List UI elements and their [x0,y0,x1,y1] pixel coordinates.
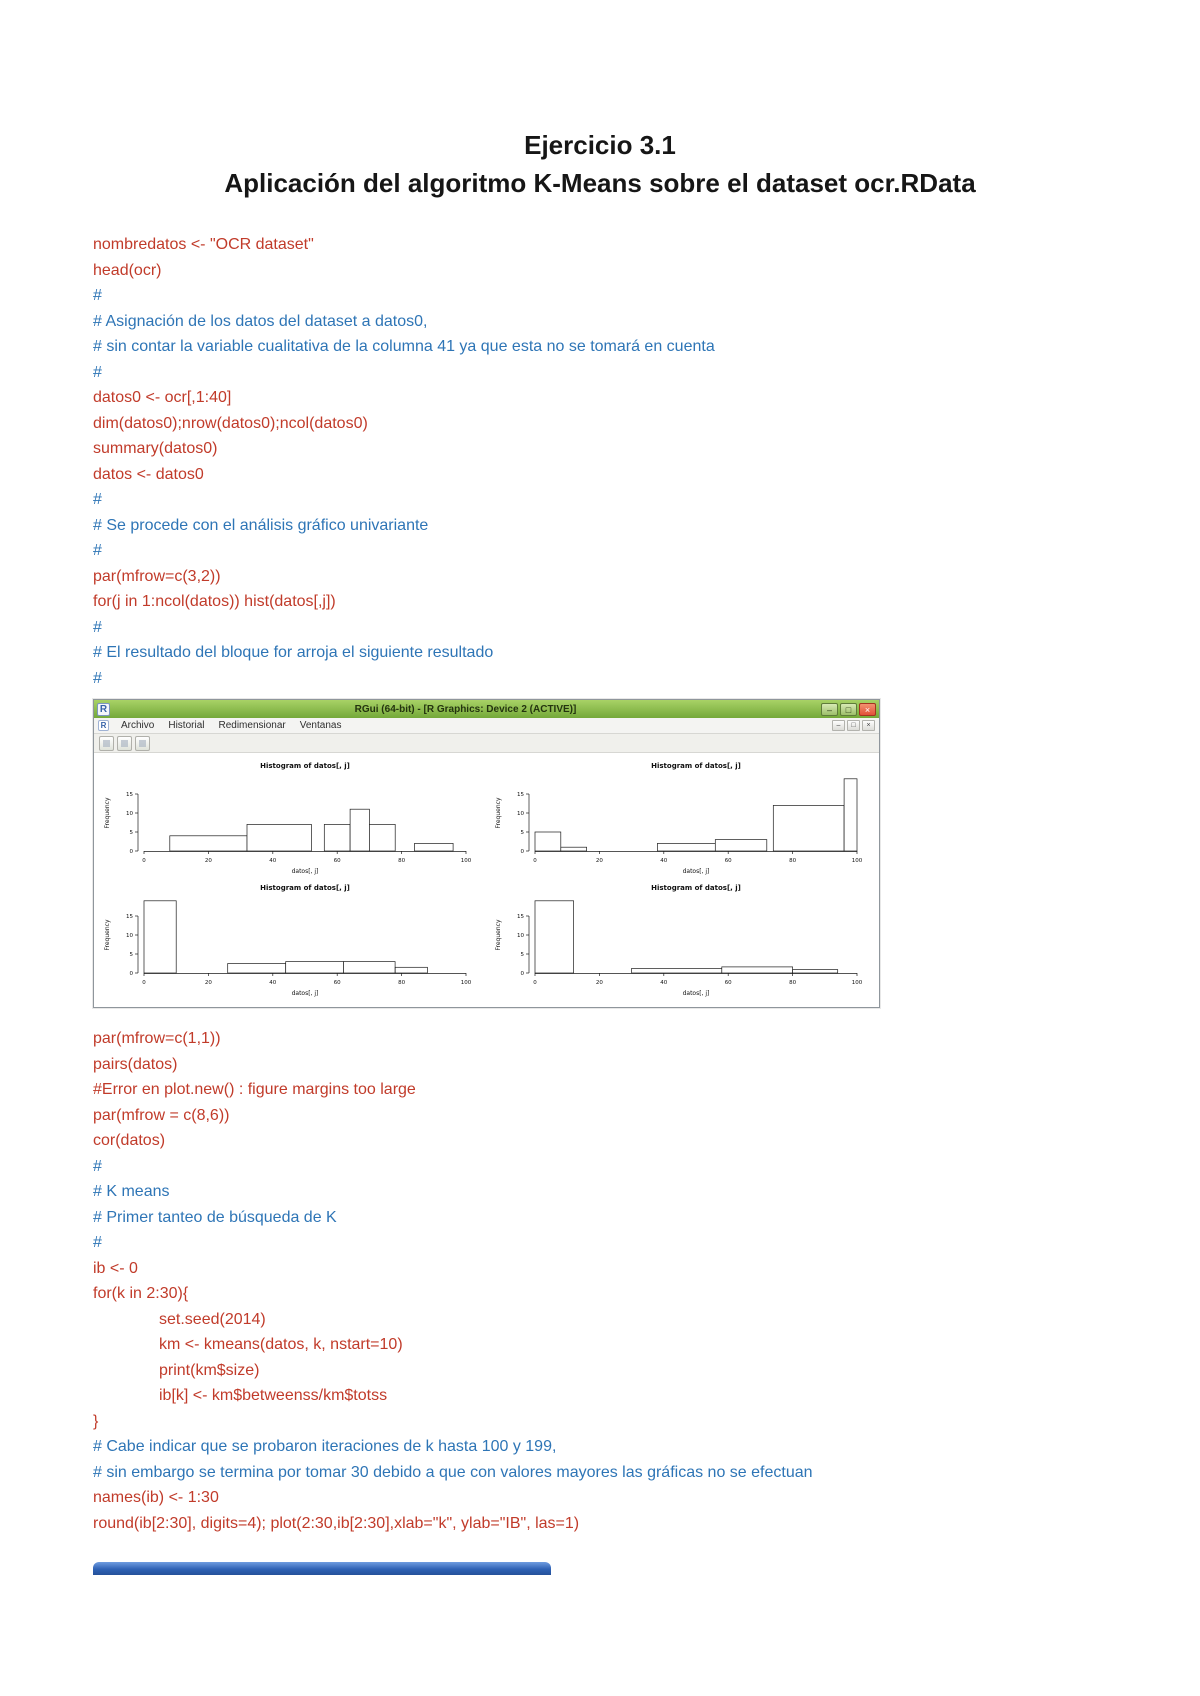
code-line: print(km$size) [159,1361,260,1379]
svg-text:15: 15 [126,914,134,920]
document-body [93,232,1112,1536]
svg-text:60: 60 [724,980,732,986]
code-line: # El resultado del bloque for arroja el siguiente resultado [93,644,494,661]
svg-text:10: 10 [126,811,134,817]
svg-text:100: 100 [851,980,862,986]
window-controls [821,703,876,716]
document-header [0,0,1200,202]
code-line: # K means [93,1183,170,1200]
code-line: # Se procede con el análisis gráfico univariante [93,516,429,534]
histogram-3 [100,881,482,999]
code-line: # [93,1234,102,1251]
code-line: # [93,669,102,687]
svg-text:80: 80 [398,858,406,864]
code-block-2 [93,1026,1112,1536]
svg-text:0: 0 [142,980,146,986]
code-line: # Cabe indicar que se probaron iteraciones de k hasta 100 y 199, [93,1438,557,1455]
svg-text:5: 5 [129,952,134,958]
svg-text:20: 20 [205,980,213,986]
code-block-1 [93,232,1112,691]
svg-text:0: 0 [533,858,537,864]
code-line: names(ib) <- 1:30 [93,1489,219,1506]
save-icon[interactable] [99,736,114,751]
menu-historial[interactable]: Historial [168,720,205,731]
svg-text:15: 15 [516,914,524,920]
code-line: # [93,1157,102,1175]
print-icon[interactable] [117,736,132,751]
code-line: # Primer tanteo de búsqueda de K [93,1208,337,1226]
code-line: head(ocr) [93,261,162,279]
svg-text:Histogram of datos[, j]: Histogram of datos[, j] [260,762,351,770]
svg-text:15: 15 [126,792,134,798]
code-line: ib[k] <- km$betweenss/km$totss [159,1387,388,1404]
svg-text:datos[, j]: datos[, j] [682,868,710,875]
svg-text:Frequency: Frequency [494,919,502,951]
code-line: # sin contar la variable cualitativa de la columna 41 ya que esta no se tomará en cuenta [93,338,715,355]
svg-text:0: 0 [520,971,524,977]
svg-text:0: 0 [533,980,537,986]
svg-text:Histogram of datos[, j]: Histogram of datos[, j] [260,884,351,892]
code-line: ib <- 0 [93,1259,138,1277]
svg-text:0: 0 [142,858,146,864]
child-window-controls [832,720,875,731]
svg-text:Frequency: Frequency [104,797,112,829]
svg-text:datos[, j]: datos[, j] [291,868,319,875]
code-line: par(mfrow=c(3,2)) [93,567,221,585]
rgui-window-title: RGui (64-bit) - [R Graphics: Device 2 (ACTIVE)] [354,703,577,715]
code-line: } [93,1412,99,1430]
histogram-plot [491,759,873,877]
svg-text:5: 5 [520,830,524,836]
svg-text:0: 0 [129,971,134,977]
code-line: datos0 <- ocr[,1:40] [93,389,232,406]
copy-icon[interactable] [135,736,150,751]
menu-items [121,720,341,731]
page-title-line1: Ejercicio 3.1 [524,130,676,160]
histogram-plot [100,759,482,877]
code-line: dim(datos0);nrow(datos0);ncol(datos0) [93,414,368,432]
code-line: # [93,287,102,304]
svg-text:Histogram of datos[, j]: Histogram of datos[, j] [650,884,741,892]
next-screenshot-top-edge [93,1562,551,1575]
svg-text:10: 10 [516,811,524,817]
histogram-4 [491,881,873,999]
svg-text:100: 100 [461,858,472,864]
code-line: # [93,542,102,559]
rgui-toolbar [94,734,879,753]
menu-ventanas[interactable]: Ventanas [299,720,342,731]
histogram-plot [491,881,873,999]
code-line: set.seed(2014) [159,1310,266,1328]
svg-text:5: 5 [520,952,524,958]
svg-text:100: 100 [851,858,862,864]
rgui-window [93,699,880,1008]
svg-text:60: 60 [724,858,732,864]
code-line: for(j in 1:ncol(datos)) hist(datos[,j]) [93,593,336,610]
code-line: # [93,363,102,381]
svg-text:datos[, j]: datos[, j] [291,990,319,997]
code-line: #Error en plot.new() : figure margins too large [93,1081,416,1098]
r-icon: R [98,720,109,731]
menu-archivo[interactable]: Archivo [121,720,155,731]
code-line: round(ib[2:30], digits=4); plot(2:30,ib[2:30],xlab="k", ylab="IB", las=1) [93,1514,580,1532]
minimize-button[interactable]: – [821,703,838,716]
r-logo-icon: R [97,703,110,716]
svg-text:Frequency: Frequency [494,797,502,829]
code-line: # Asignación de los datos del dataset a datos0, [93,312,428,330]
histogram-1 [100,759,482,877]
svg-text:10: 10 [516,933,524,939]
svg-text:40: 40 [660,858,668,864]
svg-text:60: 60 [333,858,341,864]
histogram-2 [491,759,873,877]
svg-text:80: 80 [788,858,796,864]
svg-text:40: 40 [269,980,277,986]
code-line: summary(datos0) [93,440,218,457]
close-button[interactable]: × [859,703,876,716]
svg-text:80: 80 [788,980,796,986]
svg-text:0: 0 [129,849,134,855]
histogram-plot [100,881,482,999]
svg-text:40: 40 [660,980,668,986]
code-line: # [93,618,102,636]
svg-text:0: 0 [520,849,524,855]
svg-text:15: 15 [516,792,524,798]
plot-area [94,753,879,1007]
svg-text:Histogram of datos[, j]: Histogram of datos[, j] [650,762,741,770]
svg-text:60: 60 [333,980,341,986]
svg-text:5: 5 [129,830,134,836]
code-line: km <- kmeans(datos, k, nstart=10) [159,1336,403,1353]
page-title-line2: Aplicación del algoritmo K-Means sobre el dataset ocr.RData [224,168,976,198]
child-restore-button[interactable]: □ [847,720,860,731]
svg-text:20: 20 [205,858,213,864]
menu-redimensionar[interactable]: Redimensionar [218,720,286,731]
svg-text:datos[, j]: datos[, j] [682,990,710,997]
restore-button[interactable]: □ [840,703,857,716]
code-line: par(mfrow=c(1,1)) [93,1030,221,1047]
svg-text:10: 10 [126,933,134,939]
svg-text:20: 20 [595,980,603,986]
svg-text:100: 100 [461,980,472,986]
code-line: for(k in 2:30){ [93,1285,189,1302]
child-close-button[interactable]: × [862,720,875,731]
code-line: par(mfrow = c(8,6)) [93,1106,230,1124]
code-line: datos <- datos0 [93,465,204,483]
rgui-menubar [94,718,879,734]
svg-text:Frequency: Frequency [104,919,112,951]
rgui-titlebar [94,700,879,718]
svg-text:80: 80 [398,980,406,986]
code-line: cor(datos) [93,1132,166,1149]
code-line: pairs(datos) [93,1055,178,1073]
svg-text:40: 40 [269,858,277,864]
code-line: # [93,491,102,508]
child-minimize-button[interactable]: – [832,720,845,731]
code-line: # sin embargo se termina por tomar 30 debido a que con valores mayores las gráficas no se efectuan [93,1463,813,1481]
code-line: nombredatos <- "OCR dataset" [93,236,314,253]
svg-text:20: 20 [595,858,603,864]
